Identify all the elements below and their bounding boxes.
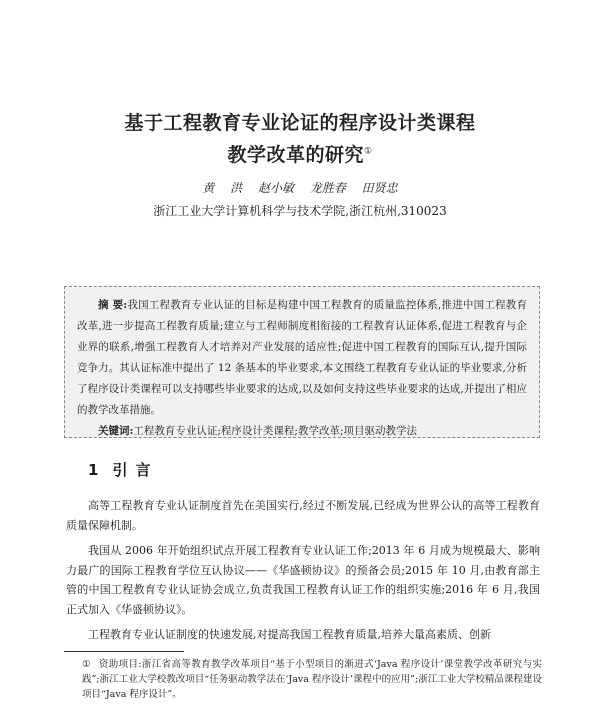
abstract-box (64, 286, 540, 438)
footnote-text: 资助项目:浙江省高等教育教学改革项目“基于小型项目的渐进式‘Java 程序设计’课堂教学改革研究与实践”;浙江工业大学校教改项目“任务驱动教学法在‘Java 程序设计’课程中的应用”;浙江工业大学校精品课程建设项目“Java 程序设计”。 (82, 659, 542, 700)
section-title: 引言 (112, 461, 159, 479)
author-name: 龙胜春 (309, 181, 346, 195)
author-name: 赵小敏 (257, 181, 294, 195)
author-list (0, 179, 600, 196)
title-footnote-mark: ① (363, 146, 373, 157)
abstract-paragraph (77, 295, 527, 421)
section-heading (88, 459, 158, 480)
keywords-label: 关键词: (98, 425, 134, 437)
body-paragraph: 我国从 2006 年开始组织试点开展工程教育专业认证工作;2013 年 6 月成为规模最大、影响力最广的国际工程教育学位互认协议——《华盛顿协议》的预备会员;2015 年 10 月,由教育部主管的中国工程教育专业认证协会成立,负责我国工程教育认证工作的组织实施;2016 年 6 月,我国正式加入《华盛顿协议》。 (66, 544, 540, 616)
paper-title-line-2-text: 教学改革的研究 (227, 144, 364, 166)
body-paragraph: 高等工程教育专业认证制度首先在美国实行,经过不断发展,已经成为世界公认的高等工程教育质量保障机制。 (66, 499, 540, 532)
affiliation: 浙江工业大学计算机科学与技术学院,浙江杭州,310023 (153, 204, 447, 218)
footnote (82, 657, 542, 702)
author-name: 黄 洪 (202, 181, 243, 195)
keywords-paragraph (77, 421, 527, 442)
paper-title-line-1: 基于工程教育专业论证的程序设计类课程 (124, 112, 476, 134)
body-text (66, 496, 540, 651)
keywords-text: 工程教育专业认证;程序设计类课程;教学改革;项目驱动教学法 (133, 425, 418, 437)
paper-title-line-2 (0, 140, 600, 167)
section-number: 1 (88, 461, 99, 479)
footnote-mark: ① (82, 659, 91, 670)
body-paragraph: 工程教育专业认证制度的快速发展,对提高我国工程教育质量,培养大量高素质、创新 (88, 628, 491, 641)
footnote-divider (64, 651, 184, 652)
abstract-text: 我国工程教育专业认证的目标是构建中国工程教育的质量监控体系,推进中国工程教育改革,进一步提高工程教育质量;建立与工程师制度相衔接的工程教育认证体系,促进工程教育与企业界的联系,增强工程教育人才培养对产业发展的适应性;促进中国工程教育的国际互认,提升国际竞争力。其认证标准中提出了 12 条基本的毕业要求,本文围绕工程教育专业认证的毕业要求,分析了程序设计类课程可以支持哪些毕业要求的达成,以及如何支持这些毕业要求的达成,并提出了相应的教学改革措施。 (77, 299, 527, 416)
author-name: 田贤忠 (361, 181, 398, 195)
abstract-label: 摘 要: (98, 299, 128, 311)
